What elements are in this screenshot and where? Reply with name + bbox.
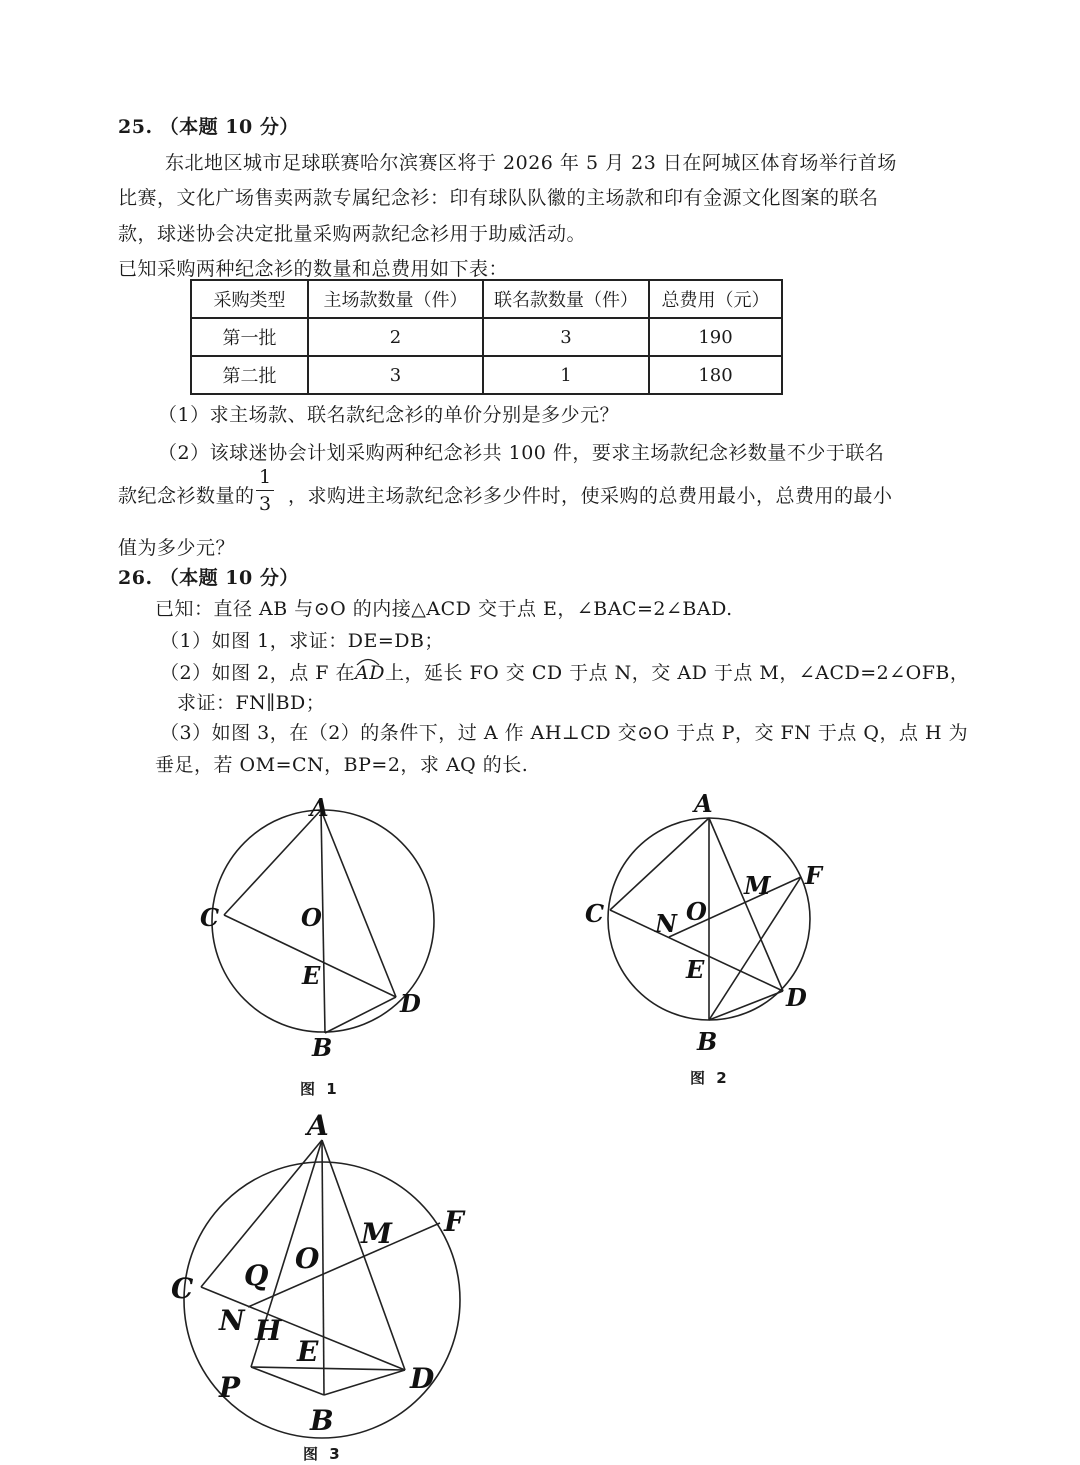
purchase-table: [190, 279, 783, 395]
point-c-label: C: [200, 903, 220, 932]
point-c-label: C: [171, 1272, 194, 1305]
figure-2-caption: 图 2: [690, 1069, 730, 1087]
q25-sub2-line2a: 款纪念衫数量的: [118, 485, 255, 507]
table-row: [191, 318, 782, 356]
figure-1: [190, 790, 450, 1070]
point-e-label: E: [297, 1335, 319, 1368]
point-q-label: Q: [244, 1259, 269, 1292]
arc-ad-label: AD: [354, 662, 385, 684]
table-cell: 1: [483, 356, 649, 394]
point-d-label: D: [786, 983, 807, 1012]
q26-sub2-line2: 求证：FN∥BD；: [177, 692, 326, 714]
q25-paragraph-line2: 比赛，文化广场售卖两款专属纪念衫：印有球队队徽的主场款和印有金源文化图案的联名: [118, 187, 879, 209]
q25-paragraph-line1: 东北地区城市足球联赛哈尔滨赛区将于 2026 年 5 月 23 日在阿城区体育场举行首场: [165, 152, 897, 174]
segment-ad: [322, 1140, 405, 1370]
segment-fn: [248, 1223, 440, 1307]
figure-3: [165, 1105, 485, 1435]
figure-3-caption: 图 3: [303, 1445, 343, 1463]
point-b-label: B: [310, 1404, 334, 1437]
q25-sub1: （1）求主场款、联名款纪念衫的单价分别是多少元？: [158, 404, 620, 426]
q26-sub3-line1: （3）如图 3，在（2）的条件下，过 A 作 AH⊥CD 交⊙O 于点 P，交 FN 于点 Q，点 H 为: [160, 722, 969, 744]
point-e-label: E: [686, 955, 705, 984]
figure-1-caption: 图 1: [300, 1080, 340, 1098]
point-f-label: F: [444, 1205, 464, 1238]
q26-sub2-part-a: （2）如图 2，点 F 在: [160, 662, 355, 684]
segment-pb: [251, 1367, 324, 1395]
point-d-label: D: [400, 989, 421, 1018]
table-header-row: [191, 280, 782, 318]
table-cell: 190: [649, 318, 782, 356]
q25-table-intro: 已知采购两种纪念衫的数量和总费用如下表：: [118, 258, 509, 280]
segment-pd: [251, 1367, 405, 1370]
q25-sub2-line3: 值为多少元？: [118, 537, 236, 559]
point-m-label: M: [744, 871, 771, 900]
table-cell: 180: [649, 356, 782, 394]
point-n-label: N: [655, 909, 677, 938]
segment-ac: [224, 810, 321, 915]
point-h-label: H: [255, 1314, 282, 1347]
q26-sub1: （1）如图 1，求证：DE=DB；: [160, 630, 444, 652]
table-header-cell: 采购类型: [191, 280, 308, 318]
point-p-label: P: [219, 1371, 241, 1404]
q26-given: 已知：直径 AB 与⊙O 的内接△ACD 交于点 E，∠BAC=2∠BAD.: [155, 598, 733, 620]
diameter-ab: [322, 1140, 324, 1395]
point-b-label: B: [697, 1027, 718, 1056]
q25-paragraph-line3: 款，球迷协会决定批量采购两款纪念衫用于助威活动。: [118, 223, 587, 245]
point-a-label: A: [310, 793, 329, 822]
table-header-cell: 主场款数量（件）: [308, 280, 483, 318]
q26-sub2-line1: [160, 658, 969, 685]
point-e-label: E: [302, 961, 321, 990]
fraction-one-third: [256, 466, 274, 515]
table-cell: 第一批: [191, 318, 308, 356]
segment-ad: [321, 810, 396, 997]
point-o-label: O: [686, 897, 707, 926]
arc-ad: [355, 662, 385, 684]
segment-ad: [709, 818, 783, 991]
table-row: [191, 356, 782, 394]
segment-bd: [325, 997, 396, 1033]
q26-sub3-line2: 垂足，若 OM=CN，BP=2，求 AQ 的长.: [155, 754, 529, 776]
q26-sub2-part-b: 上，延长 FO 交 CD 于点 N，交 AD 于点 M，∠ACD=2∠OFB，: [384, 662, 970, 684]
fraction-numerator: 1: [258, 466, 272, 488]
table-header-cell: 总费用（元）: [649, 280, 782, 318]
point-a-label: A: [307, 1109, 329, 1142]
segment-bd: [709, 991, 783, 1020]
point-a-label: A: [694, 789, 713, 818]
q25-sub2-line2b: ，求购进主场款纪念衫多少件时，使采购的总费用最小，总费用的最小: [288, 485, 893, 507]
point-m-label: M: [361, 1217, 392, 1250]
table-header-cell: 联名款数量（件）: [483, 280, 649, 318]
arc-icon: [355, 656, 381, 666]
q25-heading: 25. （本题 10 分）: [118, 116, 299, 138]
point-o-label: O: [295, 1242, 320, 1275]
table-cell: 3: [483, 318, 649, 356]
point-f-label: F: [805, 861, 823, 890]
fraction-denominator: 3: [258, 493, 272, 515]
q26-heading: 26. （本题 10 分）: [118, 567, 299, 589]
q25-sub2-line1: （2）该球迷协会计划采购两种纪念衫共 100 件，要求主场款纪念衫数量不少于联名: [158, 442, 885, 464]
table-cell: 3: [308, 356, 483, 394]
figure-2: [580, 790, 840, 1060]
table-cell: 第二批: [191, 356, 308, 394]
table-cell: 2: [308, 318, 483, 356]
point-c-label: C: [585, 899, 605, 928]
point-b-label: B: [312, 1033, 333, 1062]
point-n-label: N: [219, 1304, 245, 1337]
point-d-label: D: [410, 1362, 435, 1395]
point-o-label: O: [301, 903, 322, 932]
fraction-bar: [256, 490, 274, 491]
segment-bd: [324, 1370, 405, 1395]
